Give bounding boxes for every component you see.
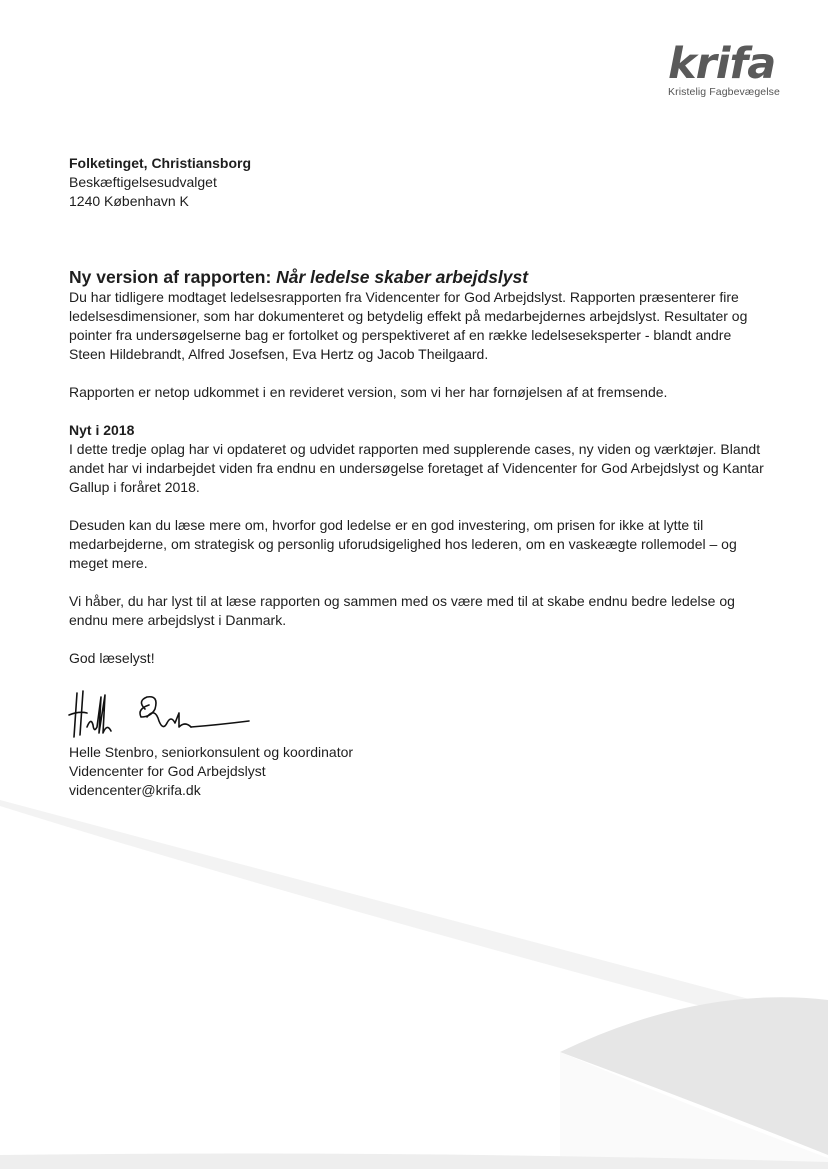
handwritten-signature [67,687,267,743]
section-paragraph-2: Desuden kan du læse mere om, hvorfor god ledelse er en god investering, om prisen for ikke at lytte til medarbejderne, om strategisk og personlig uforudsigelighed hos lederen, om en vaskeægte rollemodel – og meget mere. [69,517,737,571]
closing-greeting: God læselyst! [69,650,155,666]
section-paragraph-1: I dette tredje oplag har vi opdateret og udvidet rapporten med supplerende cases, ny viden og værktøjer. Blandt andet har vi indarbejdet viden fra endnu en undersøgelse foretaget af Videncenter for God Arbejdslyst og Kantar Gallup i foråret 2018. [69,441,764,495]
signature-block [69,743,769,800]
letter-body [69,154,769,800]
krifa-logo [668,39,780,98]
headline-report-title: Når ledelse skaber arbejdslyst [276,267,529,287]
logo-wordmark: krifa [668,39,776,89]
signer-organization: Videncenter for God Arbejdslyst [69,763,266,779]
section-paragraph-3: Vi håber, du har lyst til at læse rapporten og sammen med os være med til at skabe endnu bedre ledelse og endnu mere arbejdslyst i Danmark. [69,593,735,628]
intro-paragraph-2: Rapporten er netop udkommet i en revideret version, som vi her har fornøjelsen af at fremsende. [69,384,668,400]
signer-name-title: Helle Stenbro, seniorkonsulent og koordinator [69,744,354,760]
headline-prefix: Ny version af rapporten: [69,267,277,287]
logo-tagline: Kristelig Fagbevægelse [668,86,780,98]
signer-email: videncenter@krifa.dk [69,782,201,798]
letter-headline [69,266,769,288]
recipient-line-3: 1240 København K [69,193,189,209]
recipient-line-2: Beskæftigelsesudvalget [69,174,217,190]
recipient-address [69,154,769,211]
section-heading: Nyt i 2018 [69,422,135,438]
intro-paragraph-1: Du har tidligere modtaget ledelsesrapporten fra Videncenter for God Arbejdslyst. Rapporten præsenterer fire ledelsesdimensioner, som har dokumenteret og betydelig effekt på medarbejdernes arbejdslyst. Resultater og pointer fra undersøgelserne bag er fortolket og perspektiveret af en række ledelseseksperter - blandt andre Steen Hildebrandt, Alfred Josefsen, Eva Hertz og Jacob Theilgaard. [69,289,748,362]
recipient-name: Folketinget, Christiansborg [69,155,252,171]
